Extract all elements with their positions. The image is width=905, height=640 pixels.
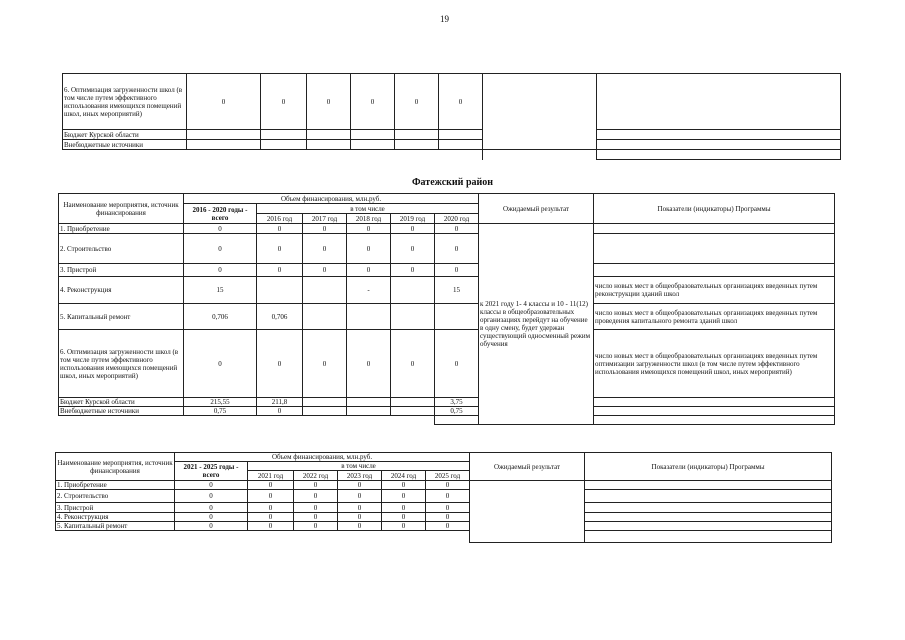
expected-result-text: к 2021 году 1- 4 классы и 10 - 11(12) классы в общеобразовательных организациях перейдут на обучение в одну смену, будет удержан существующий односменный режим обучения xyxy=(479,224,594,425)
cell: 211,8 xyxy=(257,398,303,407)
cell: 0 xyxy=(175,490,248,503)
cell: 0 xyxy=(338,513,382,522)
cell: 15 xyxy=(435,277,479,304)
cell: 0 xyxy=(426,490,470,503)
cell: 0 xyxy=(426,481,470,490)
cell: 0 xyxy=(261,74,307,130)
cell: 0 xyxy=(294,522,338,531)
cell: 0,75 xyxy=(184,407,257,416)
cell xyxy=(303,407,347,416)
cell: 0 xyxy=(391,234,435,264)
cell: 0 xyxy=(257,264,303,277)
cell: 0 xyxy=(347,330,391,398)
cell: 0 xyxy=(435,224,479,234)
result-header: Ожидаемый результат xyxy=(470,453,585,481)
funding-table-2016-2020 xyxy=(58,193,835,425)
table-row-label: 3. Пристрой xyxy=(59,264,184,277)
year-header: 2024 год xyxy=(382,471,426,481)
indicator-cell xyxy=(594,234,835,264)
cell: 0 xyxy=(184,234,257,264)
cell: 0 xyxy=(347,224,391,234)
indicator-cell xyxy=(585,513,832,522)
cell xyxy=(303,304,347,330)
year-header: 2017 год xyxy=(303,214,347,224)
cell xyxy=(391,304,435,330)
indicator-cell xyxy=(597,74,841,130)
cell: 0 xyxy=(303,234,347,264)
table-row-label: 3. Пристрой xyxy=(56,503,175,513)
cell xyxy=(347,407,391,416)
cell: 0 xyxy=(294,513,338,522)
funding-header: Объем финансирования, млн.руб. xyxy=(184,194,479,204)
table-row-label: 4. Реконструкция xyxy=(59,277,184,304)
cell: 0 xyxy=(248,503,294,513)
table-row-label: Бюджет Курской области xyxy=(59,398,184,407)
indicators-header: Показатели (индикаторы) Программы xyxy=(585,453,832,481)
top-continuation-table xyxy=(62,73,841,160)
indicator-capital-repair: число новых мест в общеобразовательных организациях введенных путем проведения капитального ремонта зданий школ xyxy=(594,304,835,330)
year-header: 2018 год xyxy=(347,214,391,224)
cell: 0 xyxy=(338,522,382,531)
total-header: 2021 - 2025 годы - всего xyxy=(175,462,248,481)
year-header: 2019 год xyxy=(391,214,435,224)
indicator-cell xyxy=(594,407,835,416)
cell: 0 xyxy=(351,74,395,130)
cell: 0 xyxy=(175,522,248,531)
cell: 0 xyxy=(303,224,347,234)
cell: 0 xyxy=(303,264,347,277)
cell: 0 xyxy=(175,481,248,490)
cell: 0 xyxy=(338,481,382,490)
cell: 15 xyxy=(184,277,257,304)
table-row-label: 2. Строительство xyxy=(56,490,175,503)
table-row-label: 6. Оптимизация загруженности школ (в том числе путем эффективного использования имеющихся помещений школ, иных мероприятий) xyxy=(59,330,184,398)
year-header: 2025 год xyxy=(426,471,470,481)
table-row-label: 1. Приобретение xyxy=(59,224,184,234)
result-cell xyxy=(483,74,597,150)
cell: 0 xyxy=(382,522,426,531)
result-cell xyxy=(470,481,585,543)
table-row-label: Внебюджетные источники xyxy=(59,407,184,416)
page-number: 19 xyxy=(440,14,449,24)
funding-table-2021-2025 xyxy=(55,452,832,543)
cell: 0 xyxy=(435,330,479,398)
year-header: 2023 год xyxy=(338,471,382,481)
indicator-cell xyxy=(594,224,835,234)
cell: 0 xyxy=(248,490,294,503)
cell xyxy=(303,277,347,304)
cell: 0 xyxy=(391,224,435,234)
indicator-cell xyxy=(594,398,835,407)
indicators-header: Показатели (индикаторы) Программы xyxy=(594,194,835,224)
year-header: 2016 год xyxy=(257,214,303,224)
indicator-reconstruction: число новых мест в общеобразовательных организациях введенных путем реконструкции зданий школ xyxy=(594,277,835,304)
cell: 0 xyxy=(382,513,426,522)
cell: 0 xyxy=(257,234,303,264)
cell: 0 xyxy=(426,522,470,531)
indicator-cell xyxy=(585,481,832,490)
cell: 0 xyxy=(257,330,303,398)
cell: 0 xyxy=(175,503,248,513)
indicator-cell xyxy=(585,490,832,503)
cell: 0 xyxy=(307,74,351,130)
cell: 0 xyxy=(439,74,483,130)
cell: 0,706 xyxy=(257,304,303,330)
indicator-cell xyxy=(585,503,832,513)
cell xyxy=(391,277,435,304)
year-header: 2020 год xyxy=(435,214,479,224)
table-row-label: 5. Капитальный ремонт xyxy=(59,304,184,330)
cell: 215,55 xyxy=(184,398,257,407)
indicator-cell xyxy=(585,522,832,531)
cell: 0 xyxy=(347,264,391,277)
district-title: Фатежский район xyxy=(411,177,494,188)
cell: 0 xyxy=(338,490,382,503)
cell: 0 xyxy=(338,503,382,513)
cell: 0 xyxy=(435,264,479,277)
cell: 0 xyxy=(395,74,439,130)
top-row-label: Бюджет Курской области xyxy=(63,130,187,140)
cell: 0 xyxy=(391,330,435,398)
cell xyxy=(303,398,347,407)
result-header: Ожидаемый результат xyxy=(479,194,594,224)
cell xyxy=(347,398,391,407)
column-header-name: Наименование мероприятия, источник финансирования xyxy=(56,453,175,481)
cell: 0 xyxy=(382,503,426,513)
column-header-name: Наименование мероприятия, источник финансирования xyxy=(59,194,184,224)
cell: 0 xyxy=(184,224,257,234)
cell: 0 xyxy=(426,513,470,522)
table-row-label: 5. Капитальный ремонт xyxy=(56,522,175,531)
cell: 0 xyxy=(257,224,303,234)
cell: 0 xyxy=(184,264,257,277)
top-row-label: Внебюджетные источники xyxy=(63,140,187,150)
cell: 0 xyxy=(382,490,426,503)
cell: 0 xyxy=(382,481,426,490)
table-row-label: 1. Приобретение xyxy=(56,481,175,490)
cell: 0 xyxy=(294,490,338,503)
cell: 0,706 xyxy=(184,304,257,330)
funding-header: Объем финансирования, млн.руб. xyxy=(175,453,470,462)
cell: 0 xyxy=(248,513,294,522)
cell xyxy=(391,407,435,416)
cell: 0 xyxy=(248,522,294,531)
cell: 0 xyxy=(435,234,479,264)
cell: 0 xyxy=(294,503,338,513)
cell: 0 xyxy=(347,234,391,264)
cell: 0 xyxy=(257,407,303,416)
cell: 0 xyxy=(303,330,347,398)
indicator-cell xyxy=(594,264,835,277)
top-row-label: 6. Оптимизация загруженности школ (в том числе путем эффективного использования имеющихся помещений школ, иных мероприятий) xyxy=(63,74,187,130)
cell xyxy=(347,304,391,330)
cell: 0,75 xyxy=(435,407,479,416)
year-header: 2021 год xyxy=(248,471,294,481)
cell xyxy=(435,304,479,330)
cell xyxy=(257,277,303,304)
cell: 0 xyxy=(426,503,470,513)
cell: 0 xyxy=(184,330,257,398)
incl-header: в том числе xyxy=(248,462,470,471)
cell: 0 xyxy=(391,264,435,277)
cell: 0 xyxy=(294,481,338,490)
cell xyxy=(391,398,435,407)
table-row-label: 2. Строительство xyxy=(59,234,184,264)
cell: 3,75 xyxy=(435,398,479,407)
table-row-label: 4. Реконструкция xyxy=(56,513,175,522)
incl-header: в том числе xyxy=(257,204,479,214)
cell: 0 xyxy=(187,74,261,130)
cell: 0 xyxy=(248,481,294,490)
total-header: 2016 - 2020 годы - всего xyxy=(184,204,257,224)
cell: - xyxy=(347,277,391,304)
year-header: 2022 год xyxy=(294,471,338,481)
indicator-optimization: число новых мест в общеобразовательных организациях введенных путем оптимизации загруженности школ (в том числе путем эффективного использования имеющихся помещений школ, иных мероприятий) xyxy=(594,330,835,398)
cell: 0 xyxy=(175,513,248,522)
